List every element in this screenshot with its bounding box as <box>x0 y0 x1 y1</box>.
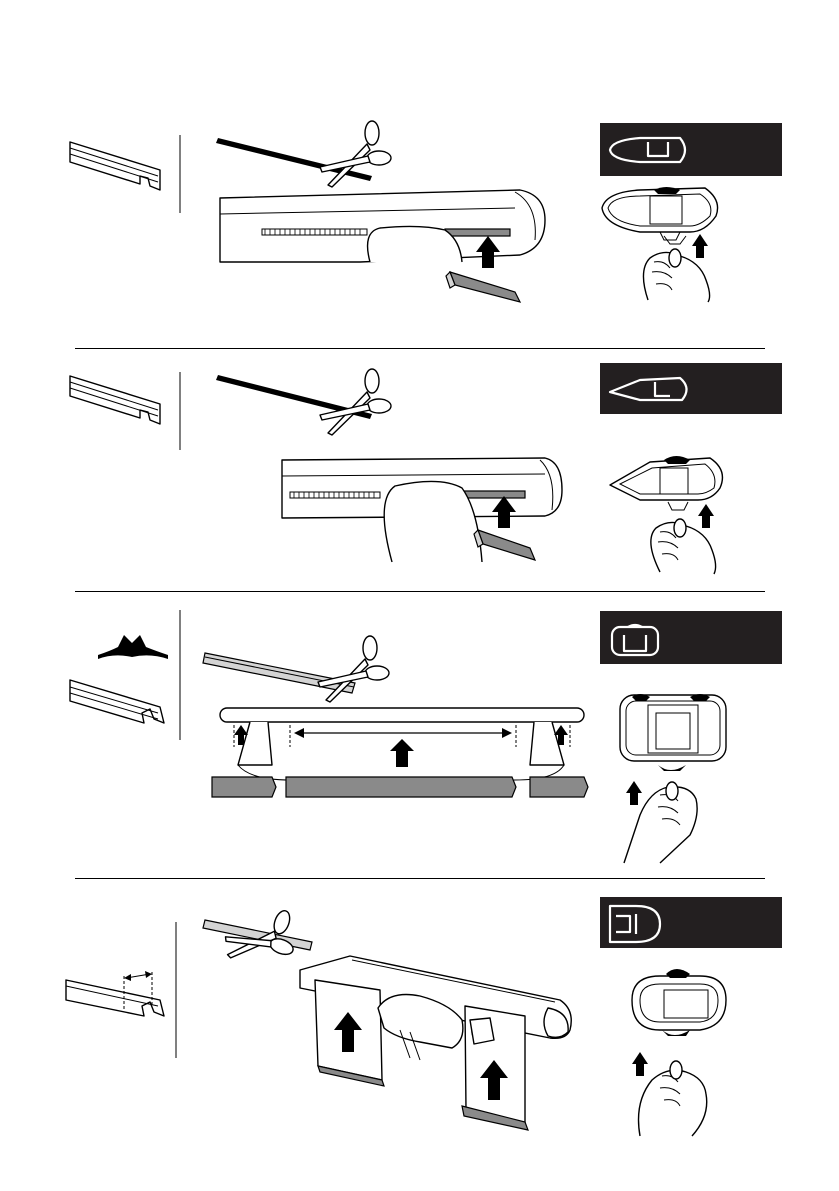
profile-cross-section-3 <box>620 694 726 771</box>
up-arrow-icon <box>390 739 414 767</box>
step-divider <box>75 591 765 592</box>
rubber-strip-profile-icon <box>66 980 164 1016</box>
scissors-icon <box>320 369 391 435</box>
profile-badge-4 <box>600 897 782 948</box>
up-arrow-icon <box>626 781 642 805</box>
rubber-insert <box>530 777 588 797</box>
rubber-insert <box>212 777 276 797</box>
rubber-strip <box>203 653 355 693</box>
rubber-insert <box>474 530 535 560</box>
rubber-strip <box>216 138 372 181</box>
profile-badge-3 <box>600 611 782 664</box>
rubber-insert <box>286 777 516 797</box>
rubber-strip-profile-icon <box>70 680 164 723</box>
step-1-illustration <box>0 0 839 350</box>
step-2-illustration <box>0 350 839 595</box>
hand-icon <box>639 1061 707 1136</box>
profile-badge-1 <box>600 123 782 176</box>
profile-cross-section-1 <box>602 187 718 240</box>
rubber-strip-end-view-icon <box>98 635 168 659</box>
rubber-strip-profile-icon <box>70 142 160 190</box>
profile-cross-section-2 <box>610 456 722 510</box>
step-divider <box>75 348 765 349</box>
double-arrow-icon <box>294 728 512 738</box>
step-1 <box>0 0 839 350</box>
profile-cross-section-4 <box>632 969 726 1036</box>
profile-badge-2 <box>600 363 782 414</box>
up-arrow-icon <box>698 504 714 528</box>
step-3-illustration <box>0 595 839 880</box>
step-2 <box>0 350 839 595</box>
rubber-insert <box>446 272 520 302</box>
up-arrow-icon <box>692 234 708 258</box>
scissors-icon <box>318 636 389 702</box>
up-arrow-icon <box>632 1052 648 1076</box>
step-3 <box>0 595 839 880</box>
rubber-strip-profile-icon <box>70 376 160 424</box>
step-4 <box>0 880 839 1191</box>
step-divider <box>75 878 765 879</box>
step-4-illustration <box>0 880 839 1191</box>
